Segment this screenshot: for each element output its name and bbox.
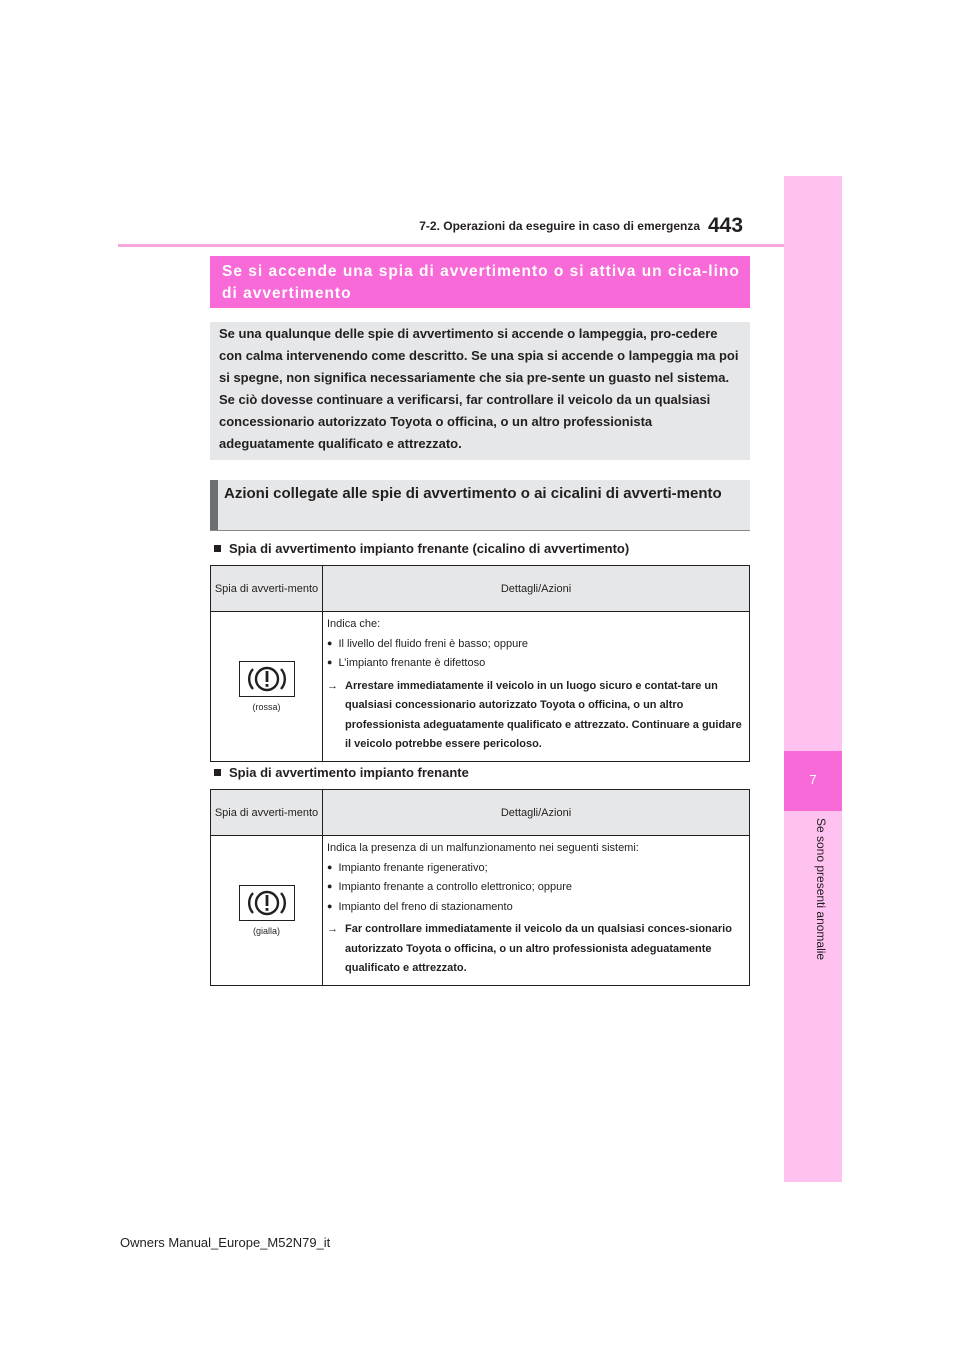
section-header: 7-2. Operazioni da eseguire in caso di emergenza [419, 219, 700, 233]
chapter-title: Se sono presenti anomalie [814, 818, 828, 961]
page-number: 443 [708, 214, 744, 237]
header-warning-light: Spia di avverti-mento [211, 790, 323, 836]
bullet-item: ● Il livello del fluido freni è basso; oppure [327, 635, 745, 655]
item-title-text: Spia di avvertimento impianto frenante (cicalino di avvertimento) [229, 541, 630, 556]
item-title-1 [214, 541, 629, 556]
square-bullet-icon [214, 769, 221, 776]
subheading-box [210, 480, 750, 531]
chapter-side-tab [784, 176, 842, 1182]
arrow-icon: → [327, 679, 338, 692]
footer-manual-id: Owners Manual_Europe_M52N79_it [120, 1235, 331, 1250]
lamp-color-label: (rossa) [252, 701, 281, 712]
table-header-row [211, 566, 750, 612]
chapter-number: 7 [809, 772, 817, 787]
action-text: Far controllare immediatamente il veicolo da un qualsiasi conces-sionario autorizzato Toyota o officina, o un altro professionista adeguatamente qualificato e attrezzato. [345, 923, 732, 974]
intro-box [210, 322, 750, 460]
section-title: Se si accende una spia di avvertimento o si attiva un cica-lino di avvertimento [222, 263, 740, 302]
item-title-text: Spia di avvertimento impianto frenante [229, 765, 469, 780]
bullet-item: ● Impianto frenante a controllo elettronico; oppure [327, 878, 745, 898]
bullet-item: ● L’impianto frenante è difettoso [327, 654, 745, 674]
arrow-icon: → [327, 923, 338, 935]
details-intro: Indica che: [327, 618, 381, 630]
warning-table-2 [210, 789, 750, 986]
lamp-color-label: (gialla) [252, 925, 280, 936]
square-bullet-icon [214, 545, 221, 552]
warning-table-1 [210, 565, 750, 762]
brake-warning-icon [239, 885, 295, 921]
subheading-text: Azioni collegate alle spie di avvertimento o ai cicalini di avverti-mento [224, 485, 722, 502]
table-row [211, 612, 750, 762]
action-line [327, 677, 745, 755]
details-cell [323, 612, 750, 762]
brake-warning-icon [239, 661, 295, 697]
subheading-bar [210, 480, 218, 530]
header-rule [118, 244, 784, 247]
bullet-item: ● Impianto del freno di stazionamento [327, 898, 745, 918]
header-details: Dettagli/Azioni [323, 790, 750, 836]
details-intro: Indica la presenza di un malfunzionamento nei seguenti sistemi: [327, 842, 639, 854]
section-title-box [210, 256, 750, 308]
lamp-cell [211, 612, 323, 762]
intro-text: Se una qualunque delle spie di avvertimento si accende o lampeggia, pro-cedere con calma intervenendo come descritto. Se una spia si accende o lampeggia ma poi si spegne, non significa necessariamente che sia pre-sente un guasto nel sistema. Se ciò dovesse continuare a verificarsi, far controllare il veicolo da un qualsiasi concessionario autorizzato Toyota o officina, o un altro professionista adeguatamente qualificato e attrezzato. [219, 326, 739, 451]
action-text: Arrestare immediatamente il veicolo in un luogo sicuro e contat-tare un qualsiasi concessionario autorizzato Toyota o officina, o un altro professionista adeguatamente qualificato e attrezzato. Continuare a guidare il veicolo potrebbe essere pericoloso. [345, 679, 742, 750]
lamp-cell [211, 836, 323, 986]
bullet-item: ● Impianto frenante rigenerativo; [327, 859, 745, 879]
details-cell [323, 836, 750, 986]
action-line [327, 920, 745, 979]
table-header-row [211, 790, 750, 836]
table-row [211, 836, 750, 986]
header-details: Dettagli/Azioni [323, 566, 750, 612]
header-warning-light: Spia di avverti-mento [211, 566, 323, 612]
item-title-2 [214, 765, 469, 780]
